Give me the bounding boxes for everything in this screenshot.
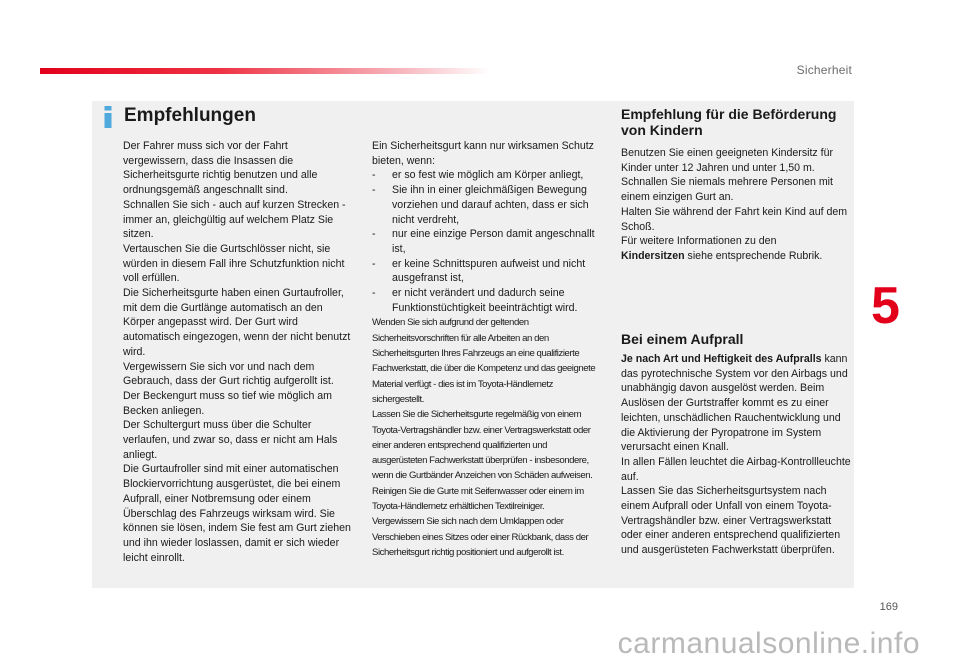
condition-text: Sie ihn in einer gleichmäßigen Bewegung vorziehen und darauf achten, dass er sich nicht verdreht, <box>392 184 589 226</box>
condition-item <box>372 257 604 286</box>
paragraph: Die Sicherheitsgurte haben einen Gurtaufroller, mit dem die Gurtlänge automatisch an den Körper angepasst wird. Der Gurt wird automatisch eingezogen, wenn der nicht benutzt wird. <box>123 287 351 358</box>
conditions-intro: Ein Sicherheitsgurt kann nur wirksamen Schutz bieten, wenn: <box>372 140 594 167</box>
reference-suffix: siehe entsprechende Rubrik. <box>684 249 823 262</box>
condition-item <box>372 227 604 256</box>
recommendations-column-2 <box>372 139 604 560</box>
dash-bullet: - <box>372 257 376 270</box>
impact-bold-lead: Je nach Art und Heftigkeit des Aufpralls <box>621 353 822 365</box>
paragraph: Vergewissern Sie sich vor und nach dem Gebrauch, dass der Gurt richtig aufgerollt ist. <box>123 360 334 388</box>
paragraph: Der Fahrer muss sich vor der Fahrt vergewissern, dass die Insassen die Sicherheitsgurte richtig benutzen und alle ordnungsgemäß angeschnallt sind. <box>123 140 318 197</box>
paragraph: Lassen Sie das Sicherheitsgurtsystem nach einem Aufprall oder Unfall von einem Toyota-Vertragshändler bzw. einer Vertragswerkstatt oder einer anderen entsprechend qualifizierten und ausgerüsteten Fachwerkstatt überprüfen. <box>621 485 841 557</box>
paragraph: Der Beckengurt muss so tief wie möglich am Becken anliegen. <box>123 389 333 417</box>
child-seat-link-text: Kindersitzen <box>621 249 685 262</box>
recommendations-heading: Empfehlungen <box>124 105 256 126</box>
paragraph: In allen Fällen leuchtet die Airbag-Kontrollleuchte auf. <box>621 455 851 483</box>
dash-bullet: - <box>372 228 376 241</box>
condition-text: er nicht verändert und dadurch seine Funktionstüchtigkeit beeinträchtigt wird. <box>392 287 578 314</box>
children-section <box>621 106 853 264</box>
watermark: carmanualsonline.info <box>617 627 920 660</box>
condition-item <box>372 168 604 183</box>
recommendations-column-1 <box>123 139 355 565</box>
paragraph <box>621 352 853 455</box>
chapter-number: 5 <box>871 277 900 335</box>
info-icon <box>100 106 116 128</box>
children-heading: Empfehlung für die Beförderung von Kindern <box>621 106 837 138</box>
note-paragraph: Reinigen Sie die Gurte mit Seifenwasser oder einem im Toyota-Händlernetz erhältlichen Textilreiniger. <box>372 485 584 512</box>
service-notes <box>372 315 604 560</box>
condition-text: er so fest wie möglich am Körper anliegt, <box>392 169 584 182</box>
impact-heading: Bei einem Aufprall <box>621 331 744 347</box>
note-paragraph: Lassen Sie die Sicherheitsgurte regelmäßig von einem Toyota-Vertragshändler bzw. einer Vertragswerkstatt oder einer anderen entsprechend qualifizierten und ausgerüsteten Fachwerkstatt überprüfen - insbesondere, wenn die Gurtbänder Anzeichen von Schäden aufweisen. <box>372 409 593 482</box>
header-accent-bar <box>40 68 490 74</box>
impact-text <box>621 352 853 558</box>
child-seat-reference <box>621 234 853 263</box>
dash-bullet: - <box>372 287 376 300</box>
note-paragraph: Wenden Sie sich aufgrund der geltenden Sicherheitsvorschriften für alle Arbeiten an den Sicherheitsgurten Ihres Fahrzeugs an eine qualifizierte Fachwerkstatt, die über die Kompetenz und das geeignete Material verfügt - dies ist im Toyota-Händlernetz sichergestellt. <box>372 317 596 405</box>
section-title: Sicherheit <box>796 63 852 77</box>
paragraph: Schnallen Sie niemals mehrere Personen mit einem einzigen Gurt an. <box>621 176 833 204</box>
paragraph: Halten Sie während der Fahrt kein Kind auf dem Schoß. <box>621 205 848 233</box>
paragraph: Vertauschen Sie die Gurtschlösser nicht, sie würden in diesem Fall ihre Schutzfunktion nicht voll erfüllen. <box>123 242 345 285</box>
paragraph: Schnallen Sie sich - auch auf kurzen Strecken - immer an, gleichgültig auf welchem Platz Sie sitzen. <box>123 198 346 241</box>
paragraph: Benutzen Sie einen geeigneten Kindersitz für Kinder unter 12 Jahren und unter 1,50 m. <box>621 147 834 174</box>
condition-text: er keine Schnittspuren aufweist und nicht ausgefranst ist, <box>392 257 586 285</box>
note-paragraph: Vergewissern Sie sich nach dem Umklappen oder Verschieben eines Sitzes oder einer Rückbank, dass der Sicherheitsgurt richtig positioniert und aufgerollt ist. <box>372 516 589 558</box>
dash-bullet: - <box>372 169 376 182</box>
condition-item <box>372 286 604 315</box>
impact-text-1: kann das pyrotechnische System vor den Airbags und unabhängig davon ausgelöst werden. Beim Auslösen der Gurtstraffer kommt es zu einer leichten, unschädlichen Rauchentwicklung und die Aktivierung der Pyropatrone im System verursacht einen Knall. <box>621 353 848 454</box>
condition-text: nur eine einzige Person damit angeschnallt ist, <box>392 228 595 255</box>
paragraph: Die Gurtaufroller sind mit einer automatischen Blockiervorrichtung ausgerüstet, die bei einem Aufprall, einer Notbremsung oder einem Überschlag des Fahrzeugs wirksam wird. Sie können sie lösen, indem Sie fest am Gurt ziehen und ihn wieder loslassen, damit er sich wieder leicht einrollt. <box>123 463 351 564</box>
dash-bullet: - <box>372 184 376 197</box>
paragraph: Der Schultergurt muss über die Schulter verlaufen, und zwar so, dass er nicht am Hals anliegt. <box>123 419 338 461</box>
children-text <box>621 146 853 264</box>
reference-prefix: Für weitere Informationen zu den <box>621 235 777 248</box>
condition-item <box>372 183 604 227</box>
page-number: 169 <box>879 601 898 613</box>
